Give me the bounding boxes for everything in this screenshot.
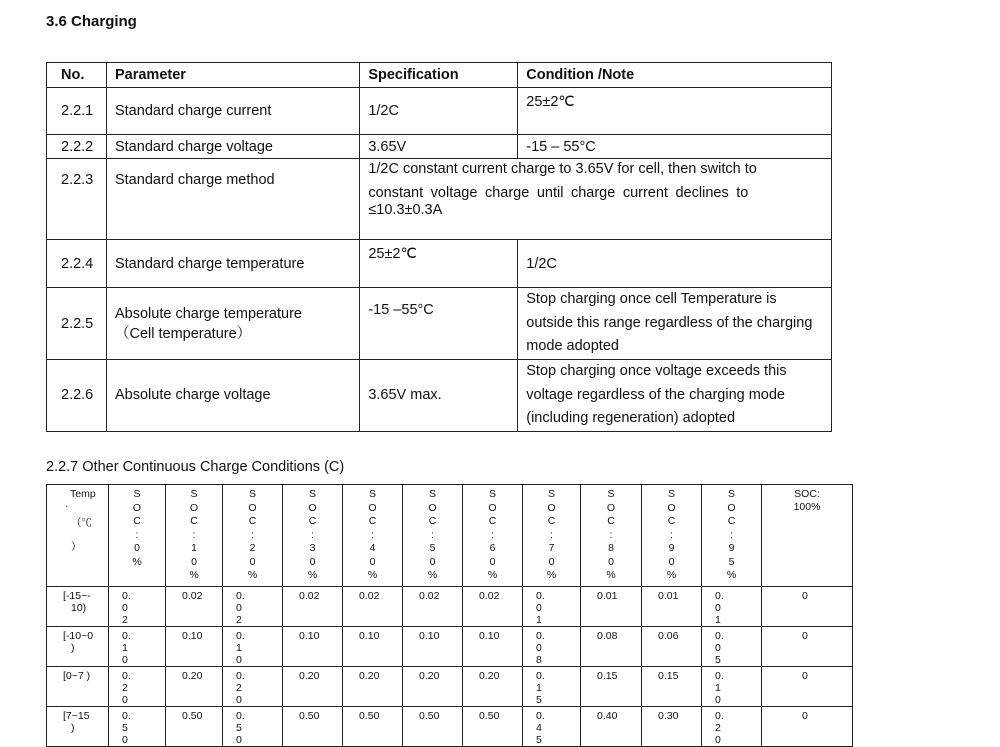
row-no: 2.2.1 xyxy=(47,88,107,135)
row-parameter: Standard charge current xyxy=(106,88,359,135)
row-specification: 3.65V xyxy=(360,135,518,159)
soc-header-char: S xyxy=(428,488,436,500)
temp-range-part: [-15~- xyxy=(63,590,91,602)
soc-header-char: % xyxy=(726,569,737,581)
soc-table-title: 2.2.7 Other Continuous Charge Conditions (C) xyxy=(46,459,345,475)
soc-header-char: C xyxy=(667,515,676,527)
soc-value-part: 0 xyxy=(715,694,721,706)
soc-column-header xyxy=(702,485,762,587)
row-no: 2.2.2 xyxy=(47,135,107,159)
section-title: 3.6 Charging xyxy=(46,13,137,30)
row-parameter: Standard charge temperature xyxy=(106,240,359,288)
table-row xyxy=(47,159,832,240)
temp-header-part: · xyxy=(65,500,69,512)
header-no: No. xyxy=(47,63,107,88)
soc-header-char: : xyxy=(491,528,494,541)
soc-value-cell: 0.30 xyxy=(642,707,702,747)
soc-value-part: 2 xyxy=(122,682,128,694)
temp-range-part: [0~7 ) xyxy=(63,670,91,682)
soc-value-part: 0 xyxy=(715,602,721,614)
charging-spec-table xyxy=(46,62,832,432)
soc-value-part: 2 xyxy=(122,614,128,626)
soc-header-char: : xyxy=(431,528,434,541)
row-no: 2.2.5 xyxy=(47,288,107,360)
soc-header-char: % xyxy=(487,569,498,581)
soc-value-cell: 0.50 xyxy=(463,707,523,747)
soc-value-part: 5 xyxy=(122,722,128,734)
soc-value-part: 1 xyxy=(715,682,721,694)
temp-header xyxy=(47,485,109,587)
soc-header-char: O xyxy=(606,501,616,514)
soc-column-header xyxy=(523,485,581,587)
soc-value-part: 2 xyxy=(715,722,721,734)
soc-value-part: 0. xyxy=(715,590,724,602)
soc-column-header xyxy=(343,485,403,587)
soc-value-cell xyxy=(223,627,283,667)
soc-value-cell: 0.10 xyxy=(166,627,223,667)
soc-header-char: C xyxy=(488,515,497,527)
soc-header-char: O xyxy=(132,501,142,514)
soc-header-char: O xyxy=(248,501,257,514)
soc-header-char: O xyxy=(727,501,736,514)
soc-value-part: 2 xyxy=(236,614,242,626)
soc-header-char: : xyxy=(371,528,374,541)
method-line-1: 1/2C constant current charge to 3.65V for cell, then switch to xyxy=(368,161,757,177)
soc-value-cell xyxy=(523,587,581,627)
soc-column-header xyxy=(166,485,223,587)
soc-value-part: 0. xyxy=(715,670,724,682)
soc-value-cell xyxy=(223,587,283,627)
soc-value-part: 0. xyxy=(236,630,245,642)
soc-value-cell xyxy=(702,587,762,627)
soc-header-char: C xyxy=(133,515,141,527)
soc-header-char: O xyxy=(308,501,317,514)
soc-value-cell: 0.10 xyxy=(343,627,403,667)
soc-100-value-cell: 0 xyxy=(762,627,853,667)
soc-value-part: 0. xyxy=(536,710,545,722)
soc-value-cell: 0.01 xyxy=(642,587,702,627)
soc-100-header xyxy=(762,485,853,587)
soc-value-cell: 0.02 xyxy=(343,587,403,627)
soc-header-char: 0 xyxy=(548,555,555,568)
soc-value-part: 8 xyxy=(536,654,542,666)
soc-header-char: S xyxy=(133,488,141,500)
soc-header-char: O xyxy=(547,501,556,514)
soc-value-part: 5 xyxy=(536,734,542,746)
row-condition: 1/2C xyxy=(518,240,832,288)
soc-value-cell: 0.20 xyxy=(463,667,523,707)
row-specification-method xyxy=(360,159,832,240)
soc-header-char: C xyxy=(308,515,317,527)
soc-value-part: 0 xyxy=(122,694,128,706)
soc-value-part: 0 xyxy=(122,602,128,614)
soc-value-cell: 0.02 xyxy=(283,587,343,627)
soc-header-char: O xyxy=(667,501,676,514)
row-no: 2.2.3 xyxy=(47,159,107,240)
soc-value-part: 0. xyxy=(236,710,245,722)
temp-range-part: 10) xyxy=(71,602,87,614)
soc-value-cell: 0.40 xyxy=(581,707,642,747)
table-row xyxy=(47,135,832,159)
row-parameter: Standard charge voltage xyxy=(106,135,359,159)
soc-value-cell: 0.20 xyxy=(283,667,343,707)
table-row xyxy=(47,288,832,360)
soc-column-header xyxy=(403,485,463,587)
soc-header-char: S xyxy=(727,488,735,500)
temp-header-part: ） xyxy=(71,541,82,553)
soc-value-cell: 0.15 xyxy=(642,667,702,707)
soc-value-part: 0. xyxy=(236,590,245,602)
soc-header-char: 9 xyxy=(668,542,675,554)
soc-header-char: : xyxy=(609,528,613,541)
row-condition: 25±2℃ xyxy=(518,88,832,135)
soc-header-char: C xyxy=(190,515,198,527)
soc-value-cell: 0.50 xyxy=(403,707,463,747)
soc-value-part: 0. xyxy=(536,670,545,682)
soc-100-value-cell: 0 xyxy=(762,707,853,747)
soc-header-char: S xyxy=(488,488,496,500)
soc-value-part: 0. xyxy=(536,590,545,602)
soc-value-part: 0. xyxy=(122,670,131,682)
soc-value-cell: 0.08 xyxy=(581,627,642,667)
soc-value-cell xyxy=(109,627,166,667)
soc-value-part: 0 xyxy=(536,642,542,654)
soc-100-value-cell: 0 xyxy=(762,587,853,627)
parameter-line-1: Absolute charge temperature xyxy=(114,305,302,322)
row-specification: -15 –55°C xyxy=(360,288,518,360)
soc-header-char: 0 xyxy=(249,555,256,568)
soc-value-cell: 0.10 xyxy=(463,627,523,667)
table-row xyxy=(47,88,832,135)
soc-header-char: O xyxy=(428,501,437,514)
soc-value-cell: 0.20 xyxy=(403,667,463,707)
soc-value-cell xyxy=(702,667,762,707)
soc-header-char: S xyxy=(190,488,198,500)
soc-header-char: 7 xyxy=(548,542,555,554)
table-row xyxy=(47,360,832,432)
soc-value-cell: 0.06 xyxy=(642,627,702,667)
soc-header-char: O xyxy=(189,501,199,514)
soc-value-part: 0 xyxy=(715,734,721,746)
soc-value-cell xyxy=(702,627,762,667)
temp-range-part: ) xyxy=(71,642,75,654)
soc-header-char: 5 xyxy=(728,555,735,568)
soc-header-char: 0 xyxy=(608,555,614,568)
soc-value-part: 5 xyxy=(236,722,242,734)
soc-value-part: 0 xyxy=(715,642,721,654)
soc-header-row xyxy=(47,485,853,587)
soc-header-char: 9 xyxy=(728,542,735,554)
soc-header-char: : xyxy=(550,528,553,541)
row-specification: 25±2℃ xyxy=(360,240,518,288)
soc-header-char: S xyxy=(368,488,376,500)
temp-range-part: [7~15 xyxy=(63,710,90,722)
soc-table-row xyxy=(47,707,853,747)
method-line-2: constant voltage charge until charge current declines to ≤10.3±0.3A xyxy=(368,185,749,218)
soc-header-char: 3 xyxy=(309,542,316,554)
soc-header-char: : xyxy=(311,528,314,541)
soc-value-cell: 0.10 xyxy=(403,627,463,667)
soc-header-char: % xyxy=(367,569,378,581)
soc-value-part: 0. xyxy=(122,710,131,722)
row-parameter xyxy=(106,288,359,360)
soc-header-char: : xyxy=(192,528,196,541)
soc-value-part: 5 xyxy=(715,654,721,666)
soc-value-cell: 0.50 xyxy=(166,707,223,747)
soc-header-char: : xyxy=(730,528,733,541)
soc-header-char: 0 xyxy=(668,555,675,568)
soc-header-char: 0 xyxy=(191,555,197,568)
soc-header-char: C xyxy=(727,515,736,527)
temp-range-part: [-10~0 xyxy=(63,630,94,642)
soc-value-part: 0. xyxy=(122,590,131,602)
soc-value-part: 2 xyxy=(236,682,242,694)
soc-header-char: S xyxy=(607,488,615,500)
table-header-row xyxy=(47,63,832,88)
soc-value-part: 0 xyxy=(236,602,242,614)
header-parameter: Parameter xyxy=(106,63,359,88)
soc-header-char: % xyxy=(189,569,199,581)
soc-header-char: % xyxy=(132,555,142,568)
row-parameter: Absolute charge voltage xyxy=(106,360,359,432)
soc-header-char: C xyxy=(607,515,615,527)
row-no: 2.2.4 xyxy=(47,240,107,288)
soc-value-cell: 0.02 xyxy=(463,587,523,627)
soc-value-part: 1 xyxy=(536,614,542,626)
soc-value-cell xyxy=(109,707,166,747)
row-parameter: Standard charge method xyxy=(106,159,359,240)
row-specification: 1/2C xyxy=(360,88,518,135)
soc-value-part: 0 xyxy=(122,734,128,746)
soc-value-part: 0 xyxy=(236,734,242,746)
soc-header-char: 6 xyxy=(489,542,496,554)
soc-value-part: 1 xyxy=(122,642,128,654)
soc-value-cell xyxy=(223,707,283,747)
soc-charge-conditions-table xyxy=(46,484,853,747)
row-condition: Stop charging once voltage exceeds this voltage regardless of the charging mode (including regeneration) adopted xyxy=(518,360,832,432)
soc-header-char: 0 xyxy=(309,555,316,568)
soc-value-cell: 0.20 xyxy=(166,667,223,707)
soc-100-value-cell: 0 xyxy=(762,667,853,707)
soc-value-cell: 0.15 xyxy=(581,667,642,707)
soc-header-char: 5 xyxy=(429,542,436,554)
soc-value-cell: 0.01 xyxy=(581,587,642,627)
soc-header-char: S xyxy=(248,488,256,500)
soc-column-header xyxy=(283,485,343,587)
soc-value-cell: 0.10 xyxy=(283,627,343,667)
soc-value-part: 0. xyxy=(122,630,131,642)
header-condition: Condition /Note xyxy=(518,63,832,88)
soc-header-char: : xyxy=(135,528,139,541)
soc-header-char: % xyxy=(307,569,318,581)
soc-value-part: 0 xyxy=(536,602,542,614)
temp-range-part: ) xyxy=(71,722,75,734)
soc-header-char: C xyxy=(368,515,377,527)
soc-header-char: S xyxy=(547,488,555,500)
soc-header-char: C xyxy=(428,515,437,527)
soc-header-char: 0 xyxy=(369,555,376,568)
soc-value-cell xyxy=(523,707,581,747)
soc-value-part: 1 xyxy=(536,682,542,694)
soc-value-part: 0. xyxy=(715,630,724,642)
soc-value-cell: 0.50 xyxy=(343,707,403,747)
soc-header-char: 4 xyxy=(369,542,376,554)
soc-value-cell xyxy=(523,627,581,667)
soc-value-part: 5 xyxy=(536,694,542,706)
soc-value-cell xyxy=(109,587,166,627)
soc-value-part: 0 xyxy=(122,654,128,666)
soc-header-char: : xyxy=(670,528,673,541)
soc-table-row xyxy=(47,667,853,707)
soc-value-part: 0. xyxy=(536,630,545,642)
temp-range-cell xyxy=(47,627,109,667)
soc-100-header-part: SOC: xyxy=(794,488,820,500)
temp-header-part: Temp xyxy=(70,488,96,500)
soc-header-char: % xyxy=(546,569,557,581)
soc-header-char: 0 xyxy=(429,555,436,568)
soc-value-part: 0 xyxy=(236,654,242,666)
soc-value-cell xyxy=(702,707,762,747)
soc-header-char: 1 xyxy=(191,542,197,554)
soc-header-char: 0 xyxy=(134,542,140,554)
row-condition: Stop charging once cell Temperature is outside this range regardless of the charging mode adopted xyxy=(518,288,832,360)
temp-header-part: （℃ xyxy=(71,517,92,529)
soc-header-char: % xyxy=(427,569,438,581)
soc-header-char: % xyxy=(606,569,616,581)
soc-header-char: S xyxy=(667,488,675,500)
soc-value-cell: 0.50 xyxy=(283,707,343,747)
soc-value-cell: 0.02 xyxy=(403,587,463,627)
table-row xyxy=(47,240,832,288)
soc-value-cell: 0.20 xyxy=(343,667,403,707)
soc-table-row xyxy=(47,587,853,627)
soc-value-part: 0. xyxy=(236,670,245,682)
soc-value-part: 0. xyxy=(715,710,724,722)
row-condition: -15 – 55°C xyxy=(518,135,832,159)
soc-header-char: C xyxy=(248,515,257,527)
soc-value-part: 4 xyxy=(536,722,542,734)
soc-value-cell xyxy=(523,667,581,707)
row-specification: 3.65V max. xyxy=(360,360,518,432)
soc-column-header xyxy=(463,485,523,587)
soc-header-char: O xyxy=(368,501,377,514)
soc-table-row xyxy=(47,627,853,667)
temp-range-cell xyxy=(47,587,109,627)
soc-column-header xyxy=(642,485,702,587)
soc-header-char: 2 xyxy=(249,542,256,554)
soc-100-header-part: 100% xyxy=(793,501,821,513)
parameter-line-2: （Cell temperature） xyxy=(114,325,252,342)
temp-range-cell xyxy=(47,667,109,707)
soc-column-header xyxy=(223,485,283,587)
soc-header-char: O xyxy=(488,501,497,514)
soc-value-part: 1 xyxy=(236,642,242,654)
soc-header-char: % xyxy=(247,569,258,581)
soc-value-part: 1 xyxy=(715,614,721,626)
row-no: 2.2.6 xyxy=(47,360,107,432)
soc-header-char: C xyxy=(547,515,556,527)
soc-column-header xyxy=(109,485,166,587)
soc-header-char: S xyxy=(308,488,316,500)
temp-range-cell xyxy=(47,707,109,747)
soc-header-char: 8 xyxy=(608,542,614,554)
soc-value-cell xyxy=(223,667,283,707)
soc-value-cell: 0.02 xyxy=(166,587,223,627)
soc-header-char: 0 xyxy=(489,555,496,568)
soc-value-cell xyxy=(109,667,166,707)
soc-value-part: 0 xyxy=(236,694,242,706)
soc-header-char: : xyxy=(251,528,254,541)
header-specification: Specification xyxy=(360,63,518,88)
soc-column-header xyxy=(581,485,642,587)
soc-header-char: % xyxy=(666,569,677,581)
